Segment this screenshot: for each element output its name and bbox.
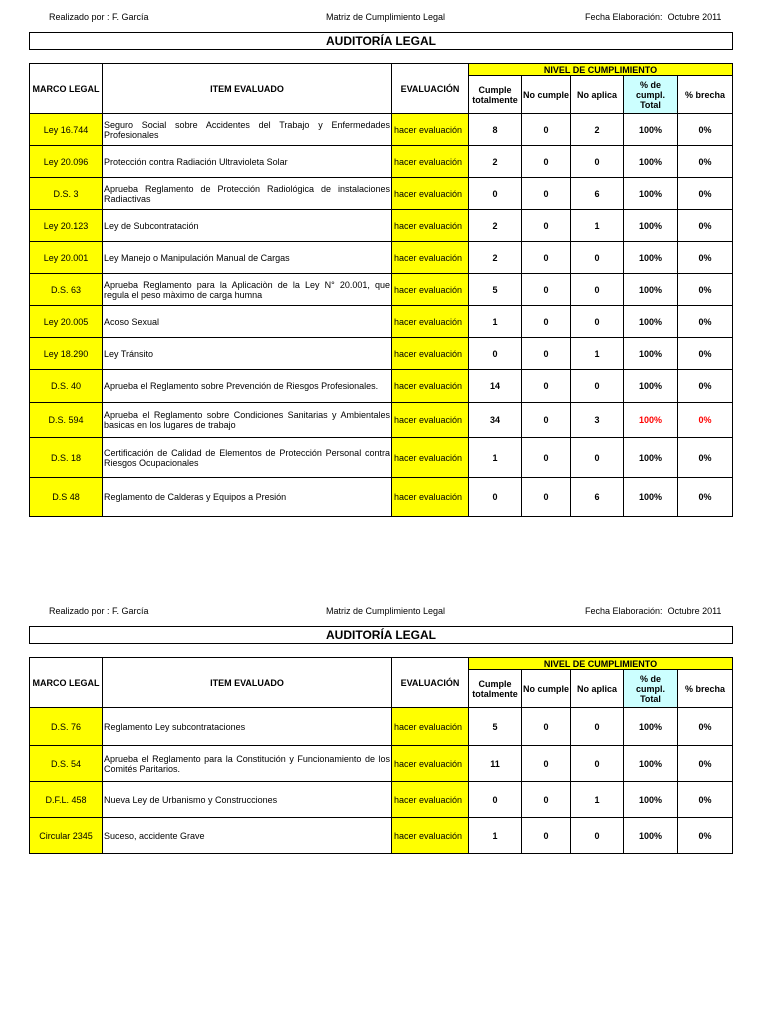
no-aplica-cell: 1 [571,782,624,818]
marco-legal-cell: D.S. 54 [30,746,103,782]
item-evaluado-cell: Ley Tránsito [103,338,392,370]
no-cumple-cell: 0 [522,114,571,146]
cumple-cell: 14 [469,370,522,403]
col-header-pct: % de cumpl. Total [624,670,678,708]
item-evaluado-cell: Aprueba el Reglamento sobre Condiciones Sanitarias y Ambientales basicas en los lugares de trabajo [103,403,392,438]
col-header-evaluacion: EVALUACIÓN [392,658,469,708]
no-cumple-cell: 0 [522,274,571,306]
cumple-cell: 8 [469,114,522,146]
no-aplica-cell: 1 [571,338,624,370]
item-evaluado-cell: Reglamento de Calderas y Equipos a Presión [103,478,392,517]
item-evaluado-cell: Suceso, accidente Grave [103,818,392,854]
pct-cumplimiento-cell: 100% [624,338,678,370]
col-header-pct: % de cumpl. Total [624,76,678,114]
cumple-cell: 0 [469,338,522,370]
col-header-no-aplica: No aplica [571,76,624,114]
hacer-evaluacion-link[interactable]: hacer evaluación [392,782,469,818]
no-aplica-cell: 0 [571,370,624,403]
brecha-cell: 0% [678,274,733,306]
brecha-cell: 0% [678,146,733,178]
no-aplica-cell: 0 [571,146,624,178]
brecha-cell: 0% [678,708,733,746]
cumple-cell: 5 [469,274,522,306]
compliance-table [29,657,733,854]
item-evaluado-cell: Nueva Ley de Urbanismo y Construcciones [103,782,392,818]
table-row [30,306,733,338]
marco-legal-cell: Ley 18.290 [30,338,103,370]
marco-legal-cell: Ley 20.123 [30,210,103,242]
col-header-item: ITEM EVALUADO [103,658,392,708]
item-evaluado-cell: Reglamento Ley subcontrataciones [103,708,392,746]
table-row [30,438,733,478]
hacer-evaluacion-link[interactable]: hacer evaluación [392,178,469,210]
no-cumple-cell: 0 [522,403,571,438]
table-row [30,210,733,242]
no-cumple-cell: 0 [522,818,571,854]
cumple-cell: 34 [469,403,522,438]
no-cumple-cell: 0 [522,708,571,746]
hacer-evaluacion-link[interactable]: hacer evaluación [392,708,469,746]
no-cumple-cell: 0 [522,782,571,818]
table-row [30,818,733,854]
cumple-cell: 11 [469,746,522,782]
sheet-page-2 [0,604,768,864]
item-evaluado-cell: Acoso Sexual [103,306,392,338]
no-aplica-cell: 1 [571,210,624,242]
no-cumple-cell: 0 [522,146,571,178]
brecha-cell: 0% [678,438,733,478]
brecha-cell: 0% [678,210,733,242]
page-header [0,604,768,618]
marco-legal-cell: Circular 2345 [30,818,103,854]
pct-cumplimiento-cell: 100% [624,178,678,210]
no-cumple-cell: 0 [522,178,571,210]
pct-cumplimiento-cell: 100% [624,746,678,782]
hacer-evaluacion-link[interactable]: hacer evaluación [392,818,469,854]
marco-legal-cell: D.S. 594 [30,403,103,438]
pct-cumplimiento-cell: 100% [624,242,678,274]
brecha-cell: 0% [678,114,733,146]
no-aplica-cell: 0 [571,306,624,338]
cumple-cell: 2 [469,242,522,274]
brecha-cell: 0% [678,242,733,274]
col-header-cumple: Cumple totalmente [469,76,522,114]
table-row [30,403,733,438]
no-cumple-cell: 0 [522,438,571,478]
pct-cumplimiento-cell: 100% [624,274,678,306]
pct-cumplimiento-cell: 100% [624,818,678,854]
no-cumple-cell: 0 [522,210,571,242]
brecha-cell: 0% [678,818,733,854]
document-title: Matriz de Cumplimiento Legal [326,606,446,616]
date-label: Fecha Elaboración: [585,12,663,22]
table-row [30,338,733,370]
brecha-cell: 0% [678,306,733,338]
no-cumple-cell: 0 [522,370,571,403]
cumple-cell: 0 [469,178,522,210]
no-cumple-cell: 0 [522,478,571,517]
table-row [30,782,733,818]
cumple-cell: 1 [469,306,522,338]
pct-cumplimiento-cell: 100% [624,146,678,178]
table-row [30,708,733,746]
no-aplica-cell: 0 [571,818,624,854]
made-by-label: Realizado por : F. García [49,606,149,616]
item-evaluado-cell: Aprueba Reglamento para la Aplicaciòn de la Ley N° 20.001, que regula el peso màximo de carga humna [103,274,392,306]
marco-legal-cell: D.S. 40 [30,370,103,403]
cumple-cell: 1 [469,818,522,854]
pct-cumplimiento-cell: 100% [624,708,678,746]
no-aplica-cell: 0 [571,438,624,478]
no-aplica-cell: 6 [571,478,624,517]
pct-cumplimiento-cell: 100% [624,403,678,438]
no-aplica-cell: 0 [571,746,624,782]
item-evaluado-cell: Aprueba Reglamento de Protección Radiológica de instalaciones Radiactivas [103,178,392,210]
date-elaboration [585,606,721,616]
item-evaluado-cell: Ley Manejo o Manipulación Manual de Cargas [103,242,392,274]
no-aplica-cell: 6 [571,178,624,210]
col-header-item: ITEM EVALUADO [103,64,392,114]
col-header-evaluacion: EVALUACIÓN [392,64,469,114]
pct-cumplimiento-cell: 100% [624,438,678,478]
brecha-cell: 0% [678,403,733,438]
pct-cumplimiento-cell: 100% [624,782,678,818]
cumple-cell: 2 [469,210,522,242]
hacer-evaluacion-link[interactable]: hacer evaluación [392,403,469,438]
marco-legal-cell: D.S. 63 [30,274,103,306]
compliance-table [29,63,733,517]
date-value: Octubre 2011 [667,12,722,22]
hacer-evaluacion-link[interactable]: hacer evaluación [392,370,469,403]
pct-cumplimiento-cell: 100% [624,114,678,146]
hacer-evaluacion-link[interactable]: hacer evaluación [392,242,469,274]
table-row [30,242,733,274]
col-header-no-aplica: No aplica [571,670,624,708]
hacer-evaluacion-link[interactable]: hacer evaluación [392,306,469,338]
item-evaluado-cell: Aprueba el Reglamento sobre Prevención de Riesgos Profesionales. [103,370,392,403]
made-by-label: Realizado por : F. García [49,12,149,22]
table-row [30,114,733,146]
item-evaluado-cell: Protección contra Radiación Ultravioleta Solar [103,146,392,178]
marco-legal-cell: D.S 48 [30,478,103,517]
item-evaluado-cell: Ley de Subcontratación [103,210,392,242]
table-row [30,146,733,178]
sheet-page-1 [0,10,768,530]
hacer-evaluacion-link[interactable]: hacer evaluación [392,438,469,478]
marco-legal-cell: Ley 20.001 [30,242,103,274]
pct-cumplimiento-cell: 100% [624,478,678,517]
hacer-evaluacion-link[interactable]: hacer evaluación [392,746,469,782]
no-cumple-cell: 0 [522,338,571,370]
hacer-evaluacion-link[interactable]: hacer evaluación [392,274,469,306]
section-title: AUDITORÍA LEGAL [29,626,733,644]
cumple-cell: 2 [469,146,522,178]
brecha-cell: 0% [678,478,733,517]
section-title: AUDITORÍA LEGAL [29,32,733,50]
hacer-evaluacion-link[interactable]: hacer evaluación [392,478,469,517]
item-evaluado-cell: Seguro Social sobre Accidentes del Trabajo y Enfermedades Profesionales [103,114,392,146]
item-evaluado-cell: Certificación de Calidad de Elementos de Protección Personal contra Riesgos Ocupacionales [103,438,392,478]
item-evaluado-cell: Aprueba el Reglamento para la Constitución y Funcionamiento de los Comités Paritarios. [103,746,392,782]
marco-legal-cell: Ley 20.096 [30,146,103,178]
no-cumple-cell: 0 [522,242,571,274]
col-header-marco: MARCO LEGAL [30,64,103,114]
pct-cumplimiento-cell: 100% [624,370,678,403]
pct-cumplimiento-cell: 100% [624,210,678,242]
marco-legal-cell: D.S. 3 [30,178,103,210]
brecha-cell: 0% [678,178,733,210]
marco-legal-cell: D.S. 76 [30,708,103,746]
brecha-cell: 0% [678,746,733,782]
no-aplica-cell: 3 [571,403,624,438]
col-header-no-cumple: No cumple [522,670,571,708]
marco-legal-cell: D.S. 18 [30,438,103,478]
table-row [30,478,733,517]
table-row [30,370,733,403]
col-header-nivel: NIVEL DE CUMPLIMIENTO [469,658,733,670]
no-cumple-cell: 0 [522,746,571,782]
col-header-brecha: % brecha [678,76,733,114]
marco-legal-cell: Ley 16.744 [30,114,103,146]
no-aplica-cell: 0 [571,242,624,274]
col-header-brecha: % brecha [678,670,733,708]
brecha-cell: 0% [678,370,733,403]
brecha-cell: 0% [678,338,733,370]
col-header-cumple: Cumple totalmente [469,670,522,708]
cumple-cell: 0 [469,478,522,517]
no-cumple-cell: 0 [522,306,571,338]
col-header-no-cumple: No cumple [522,76,571,114]
no-aplica-cell: 0 [571,274,624,306]
document-title: Matriz de Cumplimiento Legal [326,12,446,22]
marco-legal-cell: Ley 20.005 [30,306,103,338]
col-header-marco: MARCO LEGAL [30,658,103,708]
cumple-cell: 1 [469,438,522,478]
date-value: Octubre 2011 [667,606,722,616]
brecha-cell: 0% [678,782,733,818]
marco-legal-cell: D.F.L. 458 [30,782,103,818]
date-elaboration [585,12,721,22]
page-header [0,10,768,24]
hacer-evaluacion-link[interactable]: hacer evaluación [392,114,469,146]
date-label: Fecha Elaboración: [585,606,663,616]
pct-cumplimiento-cell: 100% [624,306,678,338]
no-aplica-cell: 0 [571,708,624,746]
no-aplica-cell: 2 [571,114,624,146]
hacer-evaluacion-link[interactable]: hacer evaluación [392,210,469,242]
table-row [30,274,733,306]
hacer-evaluacion-link[interactable]: hacer evaluación [392,146,469,178]
table-row [30,178,733,210]
cumple-cell: 0 [469,782,522,818]
table-row [30,746,733,782]
col-header-nivel: NIVEL DE CUMPLIMIENTO [469,64,733,76]
hacer-evaluacion-link[interactable]: hacer evaluación [392,338,469,370]
cumple-cell: 5 [469,708,522,746]
